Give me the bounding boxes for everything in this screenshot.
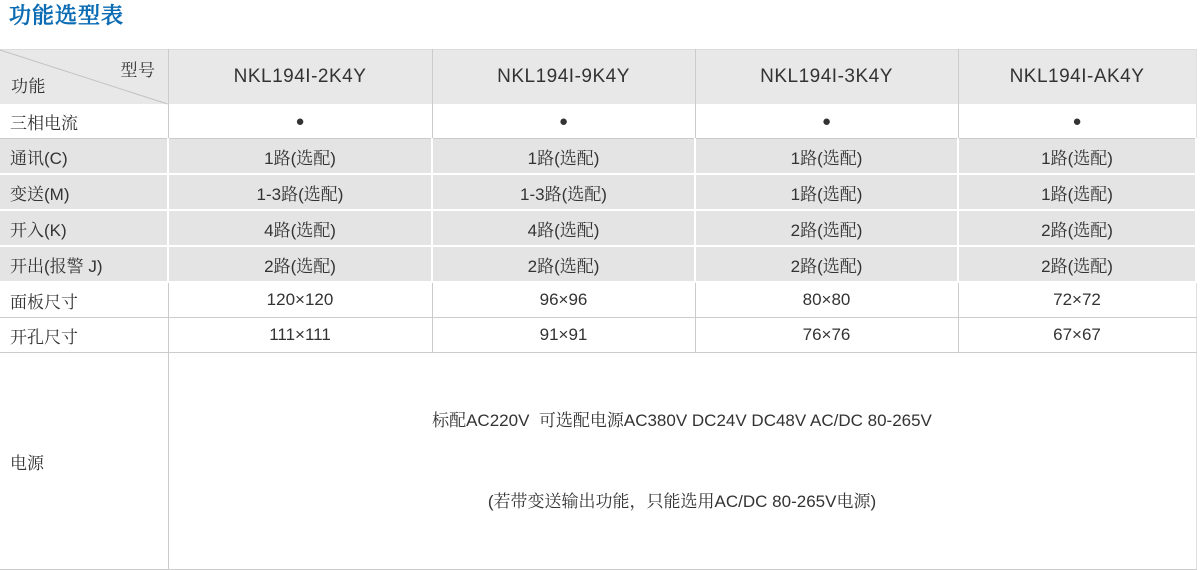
row-label: 三相电流 — [0, 104, 168, 139]
cell-value: 2路(选配) — [168, 246, 432, 282]
cell-value: 1-3路(选配) — [432, 174, 695, 210]
table-row-panel-size — [0, 282, 1196, 318]
power-supply-cell — [168, 353, 1196, 570]
row-label: 开入(K) — [0, 210, 168, 246]
row-label: 变送(M) — [0, 174, 168, 210]
cell-value: 76×76 — [695, 318, 958, 353]
table-row-power-supply — [0, 353, 1196, 570]
table-row-communication — [0, 139, 1196, 175]
row-label: 开出(报警 J) — [0, 246, 168, 282]
model-header-1: NKL194I-2K4Y — [168, 50, 432, 105]
row-label: 开孔尺寸 — [0, 318, 168, 353]
cell-value: 4路(选配) — [168, 210, 432, 246]
corner-label-function: 功能 — [11, 77, 46, 96]
corner-label-model: 型号 — [120, 61, 156, 80]
function-selection-table — [0, 49, 1197, 570]
corner-header-cell — [0, 50, 168, 105]
model-header-2: NKL194I-9K4Y — [432, 50, 695, 105]
table-row-digital-input — [0, 210, 1196, 246]
cell-value: 120×120 — [168, 282, 432, 318]
cell-value: 4路(选配) — [432, 210, 695, 246]
cell-value: 1-3路(选配) — [168, 174, 432, 210]
power-supply-line-1: 标配AC220V 可选配电源AC380V DC24V DC48V AC/DC 80-265V — [432, 411, 932, 430]
cell-value: 96×96 — [432, 282, 695, 318]
table-row-transmitting — [0, 174, 1196, 210]
cell-value: 2路(选配) — [695, 246, 958, 282]
cell-value: 2路(选配) — [958, 246, 1196, 282]
cell-value: 1路(选配) — [695, 174, 958, 210]
cell-value: 1路(选配) — [432, 139, 695, 175]
cell-value: 91×91 — [432, 318, 695, 353]
cell-bullet: ● — [432, 104, 695, 139]
row-label: 通讯(C) — [0, 139, 168, 175]
cell-value: 2路(选配) — [958, 210, 1196, 246]
cell-value: 67×67 — [958, 318, 1196, 353]
row-label: 面板尺寸 — [0, 282, 168, 318]
power-supply-line-2: (若带变送输出功能，只能选用AC/DC 80-265V电源) — [487, 492, 877, 511]
model-header-3: NKL194I-3K4Y — [695, 50, 958, 105]
model-header-4: NKL194I-AK4Y — [958, 50, 1196, 105]
cell-value: 2路(选配) — [695, 210, 958, 246]
table-row-digital-output — [0, 246, 1196, 282]
row-label: 电源 — [0, 353, 168, 570]
cell-value: 111×111 — [168, 318, 432, 353]
cell-value: 1路(选配) — [958, 139, 1196, 175]
cell-value: 1路(选配) — [168, 139, 432, 175]
cell-bullet: ● — [168, 104, 432, 139]
cell-value: 1路(选配) — [695, 139, 958, 175]
cell-bullet: ● — [695, 104, 958, 139]
table-row-cutout-size — [0, 318, 1196, 353]
cell-value: 1路(选配) — [958, 174, 1196, 210]
cell-value: 80×80 — [695, 282, 958, 318]
cell-value: 72×72 — [958, 282, 1196, 318]
header-row — [0, 50, 1196, 105]
cell-bullet: ● — [958, 104, 1196, 139]
page-title: 功能选型表 — [9, 3, 125, 28]
table-row-three-phase-current — [0, 104, 1196, 139]
cell-value: 2路(选配) — [432, 246, 695, 282]
